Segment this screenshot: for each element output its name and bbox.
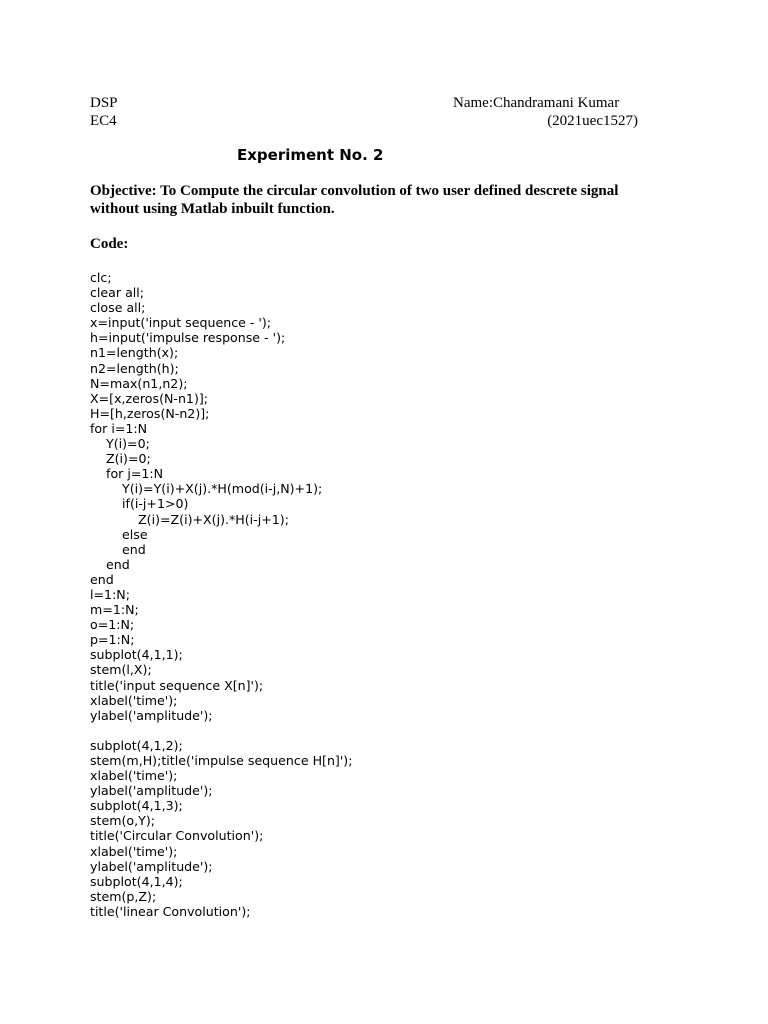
- code-line: H=[h,zeros(N-n2)];: [90, 405, 210, 421]
- code-line: stem(o,Y);: [90, 813, 155, 829]
- code-line: stem(l,X);: [90, 662, 152, 678]
- code-line: n2=length(h);: [90, 360, 179, 376]
- code-line: end: [90, 556, 130, 572]
- code-line: p=1:N;: [90, 632, 135, 648]
- student-name: Name:Chandramani Kumar: [453, 95, 620, 111]
- code-line: subplot(4,1,4);: [90, 873, 183, 889]
- code-line: subplot(4,1,1);: [90, 647, 183, 663]
- code-line: subplot(4,1,2);: [90, 737, 183, 753]
- code-line: x=input('input sequence - ');: [90, 315, 272, 331]
- code-line: h=input('impulse response - ');: [90, 330, 286, 346]
- code-line: close all;: [90, 300, 146, 316]
- code-line: clc;: [90, 270, 112, 285]
- code-line: end: [90, 541, 146, 557]
- course-label: DSP: [90, 95, 118, 111]
- code-line: else: [90, 526, 148, 542]
- code-line: N=max(n1,n2);: [90, 375, 188, 391]
- code-heading: Code:: [90, 236, 129, 252]
- code-line: stem(m,H);title('impulse sequence H[n]');: [90, 753, 353, 768]
- code-line: ylabel('amplitude');: [90, 858, 213, 874]
- objective-text: Objective: To Compute the circular convolution of two user defined descrete signal without using Matlab inbuilt function.: [90, 183, 619, 217]
- code-line: ylabel('amplitude');: [90, 707, 213, 723]
- code-line: Y(i)=0;: [90, 436, 150, 452]
- code-line: xlabel('time');: [90, 768, 178, 784]
- code-line: Y(i)=Y(i)+X(j).*H(mod(i-j,N)+1);: [90, 481, 323, 497]
- code-line: l=1:N;: [90, 586, 130, 602]
- code-line: Z(i)=Z(i)+X(j).*H(i-j+1);: [90, 511, 289, 527]
- code-line: stem(p,Z);: [90, 888, 157, 904]
- code-line: [90, 723, 352, 738]
- code-line: n1=length(x);: [90, 345, 179, 361]
- code-line: title('linear Convolution');: [90, 903, 251, 919]
- code-line: title('input sequence X[n]');: [90, 677, 264, 693]
- experiment-title: Experiment No. 2: [237, 146, 384, 164]
- code-block: [90, 270, 352, 919]
- code-line: X=[x,zeros(N-n1)];: [90, 390, 209, 406]
- code-line: o=1:N;: [90, 617, 135, 633]
- code-line: end: [90, 571, 114, 587]
- code-line: subplot(4,1,3);: [90, 798, 183, 814]
- code-line: xlabel('time');: [90, 843, 178, 859]
- code-line: for j=1:N: [90, 466, 164, 482]
- code-line: ylabel('amplitude');: [90, 783, 213, 799]
- code-line: m=1:N;: [90, 602, 139, 618]
- section-label: EC4: [90, 113, 117, 129]
- code-line: xlabel('time');: [90, 692, 178, 708]
- code-line: clear all;: [90, 285, 145, 301]
- code-line: Z(i)=0;: [90, 451, 151, 467]
- code-line: if(i-j+1>0): [90, 496, 189, 512]
- code-line: title('Circular Convolution');: [90, 828, 264, 844]
- roll-number: (2021uec1527): [547, 113, 638, 129]
- code-line: for i=1:N: [90, 420, 148, 436]
